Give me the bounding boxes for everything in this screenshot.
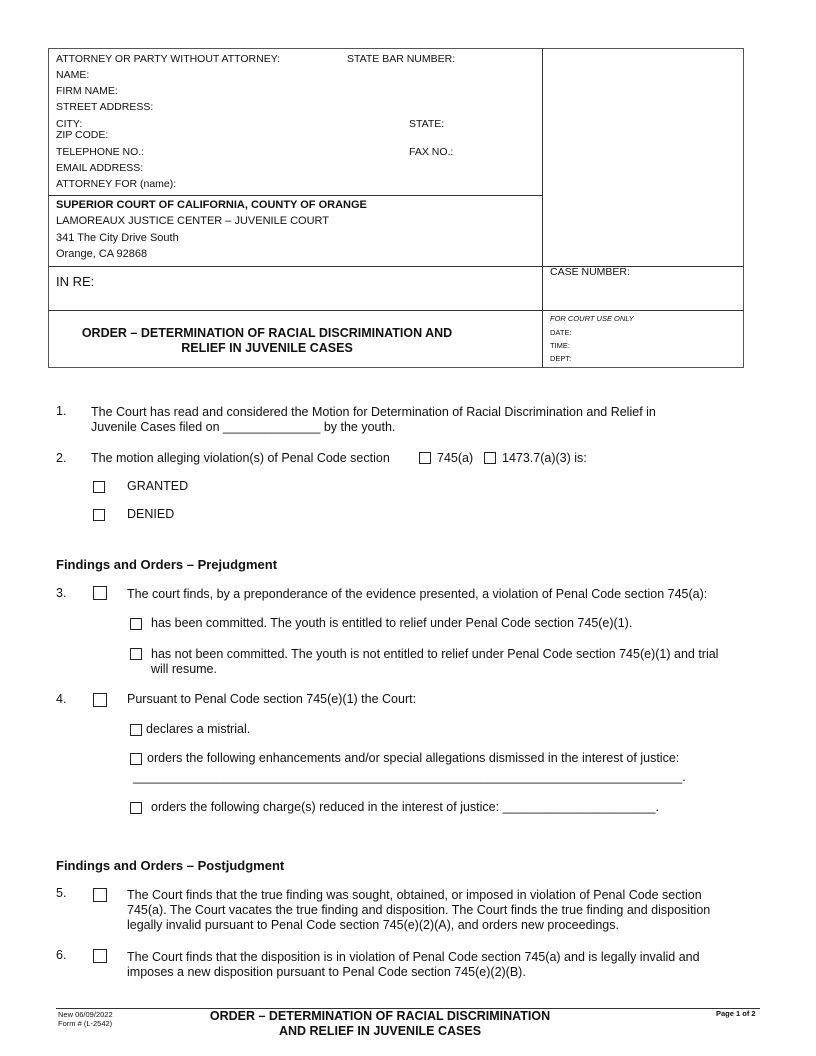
item1-line2: Juvenile Cases filed on ______________ by the youth. <box>91 420 396 434</box>
zip-code-label: ZIP CODE: <box>56 129 109 141</box>
enhancements-dismissed-text: orders the following enhancements and/or special allegations dismissed in the interest of justice: <box>147 751 680 765</box>
item4-number: 4. <box>56 692 67 706</box>
checkbox-item3-not-committed[interactable] <box>130 648 142 660</box>
item6-line1: The Court finds that the disposition is in violation of Penal Code section 745(a) and is legally invalid and <box>127 950 700 964</box>
item1-text <box>91 405 656 435</box>
in-re-label: IN RE: <box>56 274 95 289</box>
footer-form-info <box>58 1010 113 1028</box>
dept-label: DEPT: <box>550 354 572 363</box>
section-prejudgment: Findings and Orders – Prejudgment <box>56 557 278 572</box>
fax-label: FAX NO.: <box>409 146 454 158</box>
item5-number: 5. <box>56 886 67 900</box>
item3-not-committed-line2: will resume. <box>151 662 217 676</box>
granted-label: GRANTED <box>127 479 189 493</box>
name-label: NAME: <box>56 69 90 81</box>
checkbox-item6[interactable] <box>93 949 107 963</box>
checkbox-item4[interactable] <box>93 693 107 707</box>
item3-not-committed-text <box>151 647 718 677</box>
checkbox-item3[interactable] <box>93 586 107 600</box>
court-center: LAMOREAUX JUSTICE CENTER – JUVENILE COURT <box>56 215 330 227</box>
checkbox-granted[interactable] <box>93 481 105 493</box>
item2-option-745a: 745(a) <box>437 451 474 465</box>
footer-title <box>180 1009 580 1039</box>
street-address-label: STREET ADDRESS: <box>56 101 154 113</box>
state-label: STATE: <box>409 118 445 130</box>
item5-line3: legally invalid pursuant to Penal Code section 745(e)(2)(A), and orders new proceedings. <box>127 918 619 932</box>
item3-number: 3. <box>56 586 67 600</box>
item6-text <box>127 950 700 980</box>
item3-committed-text: has been committed. The youth is entitled to relief under Penal Code section 745(e)(1). <box>151 616 633 630</box>
checkbox-mistrial[interactable] <box>130 724 142 736</box>
checkbox-enhancements-dismissed[interactable] <box>130 753 142 765</box>
footer-title-line1: ORDER – DETERMINATION OF RACIAL DISCRIMINATION <box>209 1009 551 1023</box>
checkbox-1473-7[interactable] <box>484 452 496 464</box>
item3-text: The court finds, by a preponderance of the evidence presented, a violation of Penal Code section 745(a): <box>127 587 708 601</box>
checkbox-item3-committed[interactable] <box>130 618 142 630</box>
item5-line1: The Court finds that the true finding was sought, obtained, or imposed in violation of Penal Code section <box>127 888 702 902</box>
date-label: DATE: <box>550 328 572 337</box>
attorney-label: ATTORNEY OR PARTY WITHOUT ATTORNEY: <box>56 53 281 65</box>
court-street: 341 The City Drive South <box>56 232 179 244</box>
checkbox-charges-reduced[interactable] <box>130 802 142 814</box>
checkbox-denied[interactable] <box>93 509 105 521</box>
denied-label: DENIED <box>127 507 175 521</box>
footer-title-line2: AND RELIEF IN JUVENILE CASES <box>278 1024 482 1038</box>
court-city: Orange, CA 92868 <box>56 248 148 260</box>
mistrial-text: declares a mistrial. <box>146 722 251 736</box>
court-name: SUPERIOR COURT OF CALIFORNIA, COUNTY OF ORANGE <box>56 199 367 211</box>
case-number-label: CASE NUMBER: <box>550 266 630 278</box>
item5-text <box>127 888 710 933</box>
item4-text: Pursuant to Penal Code section 745(e)(1) the Court: <box>127 692 417 706</box>
form-title-line2: RELIEF IN JUVENILE CASES <box>181 341 353 355</box>
item5-line2: 745(a). The Court vacates the true finding and disposition. The Court finds the true finding and disposition <box>127 903 711 917</box>
checkbox-item5[interactable] <box>93 888 107 902</box>
attorney-for-label: ATTORNEY FOR (name): <box>56 178 177 190</box>
caption-divider-court <box>48 195 542 196</box>
city-label: CITY: <box>56 118 83 130</box>
caption-divider-title <box>48 310 744 311</box>
email-label: EMAIL ADDRESS: <box>56 162 144 174</box>
state-bar-label: STATE BAR NUMBER: <box>347 53 456 65</box>
item2-number: 2. <box>56 451 67 465</box>
telephone-label: TELEPHONE NO.: <box>56 146 145 158</box>
caption-divider-vertical <box>542 48 543 368</box>
time-label: TIME: <box>550 341 570 350</box>
item6-number: 6. <box>56 948 67 962</box>
firm-name-label: FIRM NAME: <box>56 85 118 97</box>
footer-new-date: New 06/09/2022 <box>58 1010 113 1019</box>
enhancements-blank-line[interactable]: _______________________________________________________________________________. <box>133 770 686 784</box>
item1-line1: The Court has read and considered the Motion for Determination of Racial Discrimination and Relief in <box>91 405 656 419</box>
form-title-line1: ORDER – DETERMINATION OF RACIAL DISCRIMINATION AND <box>81 326 453 340</box>
item1-number: 1. <box>56 404 67 418</box>
item3-not-committed-line1: has not been committed. The youth is not entitled to relief under Penal Code section 745(e)(1) and trial <box>151 647 719 661</box>
item2-option-1473-7: 1473.7(a)(3) is: <box>502 451 587 465</box>
court-use-label: FOR COURT USE ONLY <box>550 314 634 323</box>
item6-line2: imposes a new disposition pursuant to Penal Code section 745(e)(2)(B). <box>127 965 526 979</box>
checkbox-745a[interactable] <box>419 452 431 464</box>
charges-reduced-text: orders the following charge(s) reduced in the interest of justice: ______________________. <box>151 800 659 814</box>
footer-form-number: Form # (L-2542) <box>58 1019 113 1028</box>
item2-text: The motion alleging violation(s) of Penal Code section <box>91 451 390 465</box>
caption-divider-inre <box>48 266 744 267</box>
section-postjudgment: Findings and Orders – Postjudgment <box>56 858 285 873</box>
footer-page-number: Page 1 of 2 <box>716 1009 756 1018</box>
form-title <box>48 326 486 356</box>
